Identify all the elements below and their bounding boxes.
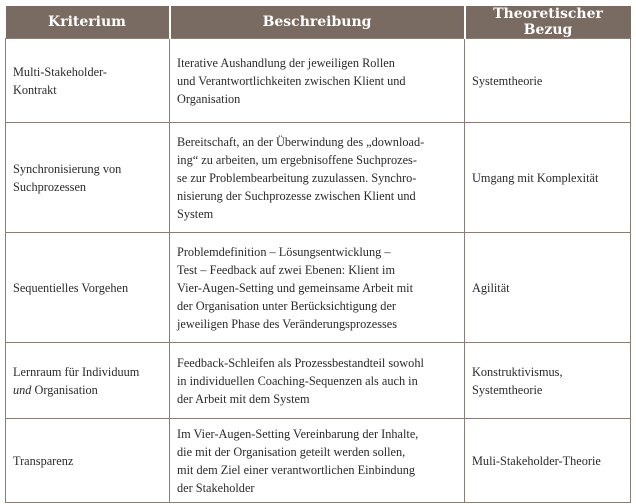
text-line: Sequentielles Vorgehen: [13, 280, 129, 295]
table-row: [6, 343, 631, 419]
header-row: [6, 6, 631, 39]
table-row: [6, 123, 631, 233]
text-line: die mit der Organisation geteilt werden sollen,: [177, 444, 406, 459]
cell-kriterium: [6, 39, 170, 123]
text-line: Transparenz: [13, 453, 74, 468]
text-line: Iterative Aushandlung der jeweiligen Rollen: [177, 55, 395, 70]
text-line: System: [177, 206, 214, 221]
text-line: ing“ zu arbeiten, um ergebnisoffene Suchprozes-: [177, 152, 417, 167]
text-line: Multi-Stakeholder-: [13, 64, 108, 79]
cell-beschreibung: [170, 39, 465, 123]
table-header: [6, 6, 631, 39]
header-kriterium: Kriterium: [6, 6, 170, 39]
text-line: Bereitschaft, an der Überwindung des „download-: [177, 134, 425, 149]
cell-beschreibung: [170, 419, 465, 503]
text-line: und Verantwortlichkeiten zwischen Klient und: [177, 73, 406, 88]
table-row: [6, 39, 631, 123]
text-line: Systemtheorie: [472, 382, 543, 397]
cell-kriterium: [6, 123, 170, 233]
text-line: Organisation: [177, 91, 241, 106]
text-line: Suchprozessen: [13, 179, 87, 194]
cell-kriterium: [6, 343, 170, 419]
cell-beschreibung: [170, 233, 465, 343]
text-line: der Organisation unter Berücksichtigung der: [177, 298, 397, 313]
cell-beschreibung: [170, 123, 465, 233]
text-line: Umgang mit Komplexität: [472, 170, 599, 185]
text-line: se zur Problembearbeitung zuzulassen. Synchro-: [177, 170, 417, 185]
text-line: der Stakeholder: [177, 480, 255, 495]
text-line: Test – Feedback auf zwei Ebenen: Klient im: [177, 262, 396, 277]
cell-kriterium: [6, 419, 170, 503]
header-theoretischer-bezug: Theoretischer Bezug: [465, 6, 631, 39]
cell-bezug: [465, 123, 631, 233]
text-line: Im Vier-Augen-Setting Vereinbarung der Inhalte,: [177, 426, 419, 441]
text-line: Synchronisierung von: [13, 161, 122, 176]
table-row: [6, 233, 631, 343]
text-line: jeweiligen Phase des Veränderungsprozesses: [177, 316, 398, 331]
cell-beschreibung: [170, 343, 465, 419]
text-line: Agilität: [472, 280, 510, 295]
text-line: Kontrakt: [13, 82, 57, 97]
emphasis-text: und: [13, 382, 32, 397]
text-line: [13, 381, 162, 399]
text-line: mit dem Ziel einer verantwortlichen Einbindung: [177, 462, 416, 477]
text-line: in individuellen Coaching-Sequenzen als auch in: [177, 373, 418, 388]
text-line: Muli-Stakeholder-Theorie: [472, 453, 601, 468]
text-line: Vier-Augen-Setting und gemeinsame Arbeit mit: [177, 280, 414, 295]
cell-bezug: [465, 39, 631, 123]
text-line: Feedback-Schleifen als Prozessbestandteil sowohl: [177, 355, 424, 370]
cell-bezug: [465, 233, 631, 343]
cell-kriterium: [6, 233, 170, 343]
text-line: Lernraum für Individuum: [13, 364, 140, 379]
table-body: [6, 39, 631, 503]
header-beschreibung: Beschreibung: [170, 6, 465, 39]
table-row: [6, 419, 631, 503]
text-fragment: Organisation: [31, 382, 98, 397]
text-line: Systemtheorie: [472, 73, 543, 88]
text-line: nisierung der Suchprozesse zwischen Klient und: [177, 188, 416, 203]
criteria-table: [5, 6, 631, 503]
text-line: Problemdefinition – Lösungsentwicklung –: [177, 244, 391, 259]
criteria-table-container: [5, 6, 630, 503]
text-line: der Arbeit mit dem System: [177, 391, 310, 406]
cell-bezug: [465, 419, 631, 503]
text-line: Konstruktivismus,: [472, 364, 563, 379]
cell-bezug: [465, 343, 631, 419]
